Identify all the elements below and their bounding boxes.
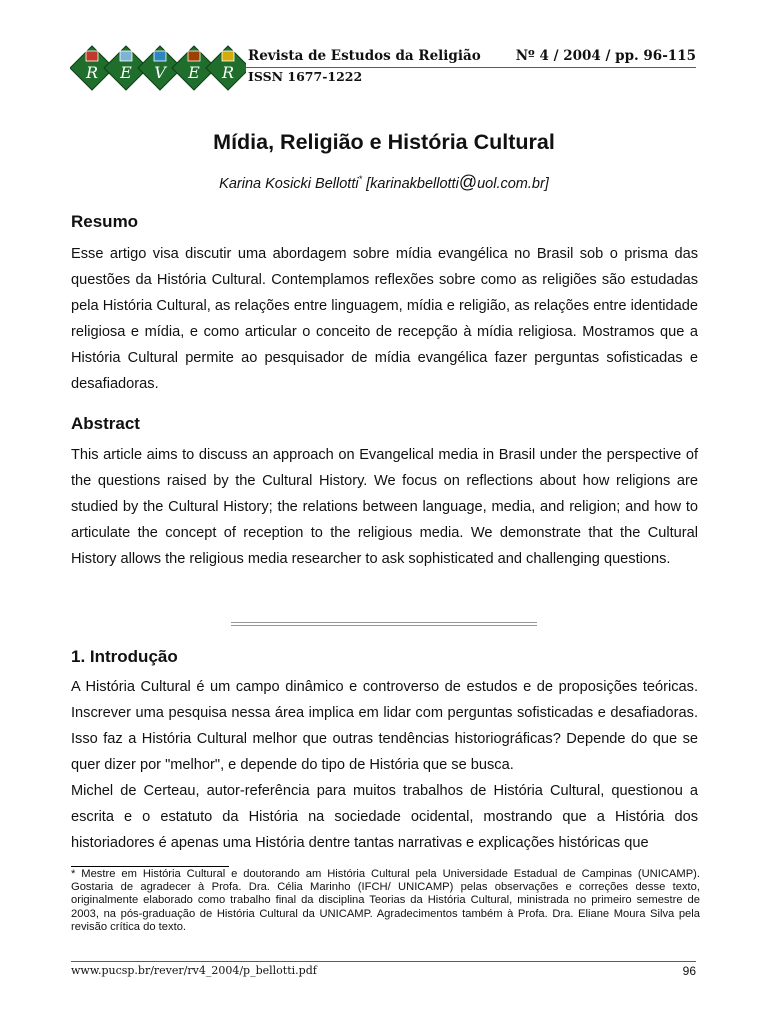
logo-letter: R — [85, 63, 99, 82]
section-separator-top — [231, 622, 537, 623]
author-email-domain: uol.com.br] — [477, 176, 549, 192]
logo-letter: R — [221, 63, 235, 82]
footnote-rule — [71, 866, 229, 867]
intro-paragraph-2: Michel de Certeau, autor-referência para muitos trabalhos de História Cultural, questionou a escrita e o estatuto da História na sociedade ocidental, mostrando que a História dos historiadores é apenas uma História dentre tantas narrativas e explicações históricas que — [71, 783, 698, 851]
logo-emblem-icon — [188, 51, 200, 61]
abstract-heading: Abstract — [71, 414, 140, 433]
resumo-text: Esse artigo visa discutir uma abordagem sobre mídia evangélica no Brasil sob o prisma das questões da História Cultural. Contemplamos reflexões sobre como as religiões são estudadas pela História Cultural, as relações entre linguagem, mídia e religião, as relações entre identidade religiosa e mídia, e como articular o conceito de recepção à mídia religiosa. Mostramos que a História Cultural permite ao pesquisador de mídia evangélica fazer perguntas sofisticadas e desafiadoras. — [71, 246, 698, 392]
logo-emblem-icon — [154, 51, 166, 61]
journal-title: Revista de Estudos da Religião — [248, 48, 481, 64]
abstract-text: This article aims to discuss an approach on Evangelical media in Brasil under the perspective of the questions raised by the Cultural History. We focus on reflections about how religions are studied by the Cultural History; the relations between language, media, and religion; and how to articulate the concept of reception to the religious media. We demonstrate that the Cultural History allows the religious media researcher to ask sophisticated and challenging questions. — [71, 447, 698, 567]
logo-letter: V — [154, 63, 166, 82]
author-line — [0, 172, 768, 193]
resumo-heading: Resumo — [71, 212, 139, 231]
author-footnote-mark: * — [358, 174, 363, 185]
logo-emblem-icon — [120, 51, 132, 61]
intro-paragraph-1: A História Cultural é um campo dinâmico e controverso de estudos e de proposições teóricas. Inscrever uma pesquisa nessa área implica em lidar com perguntas sofisticadas e desafiadoras. Isso faz a História Cultural melhor que outras tendências historiográficas? Depende do que se quer dizer por "melhor", e depende do tipo de História que se busca. — [71, 679, 698, 773]
header-rule — [246, 67, 696, 68]
logo-letter: E — [188, 63, 200, 82]
footnote: * Mestre em História Cultural e doutorando am História Cultural pela Universidade Estadual de Campinas (UNICAMP). Gostaria de agradecer à Profa. Dra. Célia Marinho (IFCH/ UNICAMP) pelas observações e correções desse texto, originalmente elaborado como trabalho final da disciplina Teorias da História Cultural, ministrada no primeiro semestre de 2003, na pós-graduação de História Cultural da UNICAMP. Agradecimentos também à Profa. Dra. Eliane Moura Silva pela revisão crítica do texto. — [71, 868, 700, 933]
logo-emblem-icon — [222, 51, 234, 61]
issue-info: Nº 4 / 2004 / pp. 96-115 — [515, 48, 696, 64]
logo-emblem-icon — [86, 51, 98, 61]
issn: ISSN 1677-1222 — [248, 69, 363, 84]
footer-url[interactable]: www.pucsp.br/rever/rv4_2004/p_bellotti.pdf — [71, 964, 317, 977]
article-title: Mídia, Religião e História Cultural — [213, 130, 555, 154]
intro-heading: 1. Introdução — [71, 647, 178, 666]
author-email-user: [karinakbellotti — [362, 176, 459, 192]
page-number: 96 — [682, 964, 696, 978]
author-name: Karina Kosicki Bellotti — [219, 176, 359, 192]
rever-logo — [70, 38, 246, 96]
section-separator-bottom — [231, 625, 537, 626]
logo-letter: E — [120, 63, 132, 82]
author-email-at[interactable]: @ — [458, 172, 478, 192]
footer-rule — [71, 961, 696, 962]
